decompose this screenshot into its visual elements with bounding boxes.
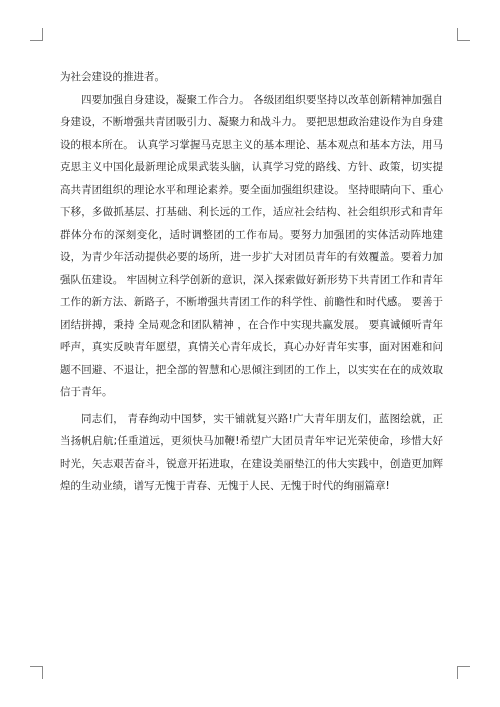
- document-body: [60, 66, 443, 498]
- page-corner-mark-top-left: [30, 28, 43, 41]
- page-corner-mark-bottom-right: [457, 666, 470, 679]
- page-corner-mark-top-right: [457, 28, 470, 41]
- paragraph-continuation: 为社会建设的推进者。: [60, 71, 165, 83]
- paragraph-self-building: 四要加强自身建设，凝聚工作合力。 各级团组织要坚持以改革创新精神加强自身建设，不断增强共青团吸引力、凝聚力和战斗力。 要把思想政治建设作为自身建设的根本所在。 认真学习掌握马克思主义的基本理论、基本观点和基本方法，用马克思主义中国化最新理论成果武装头脑，认真学习党的路线、方针、政策，切实提高共青团组织的理论水平和理论素养。要全面加强组织建设。 坚持眼睛向下、重心下移，多做抓基层、打基础、利长远的工作，适应社会结构、社会组织形式和青年群体分布的深刻变化，适时调整团的工作布局。要努力加强团的实体活动阵地建设，为青少年活动提供必要的场所，进一步扩大对团员青年的有效覆盖。要着力加强队伍建设。 牢固树立科学创新的意识，深入探索做好新形势下共青团工作和青年工作的新方法、新路子，不断增强共青团工作的科学性、前瞻性和时代感。 要善于团结拼搏，秉持 全局观念和团队精神 ，在合作中实现共赢发展。 要真诚倾听青年呼声，真实反映青年愿望，真情关心青年成长，真心办好青年实事，面对困难和问题不回避、不退让，把全部的智慧和心思倾注到团的工作上，以实实在在的成效取信于青年。: [60, 93, 443, 398]
- page-corner-mark-bottom-left: [30, 666, 43, 679]
- paragraph-closing: 同志们， 青春绚动中国梦，实干铺就复兴路!广大青年朋友们，蓝图绘就，正当扬帆启航;任重道远，更须快马加鞭!希望广大团员青年牢记光荣使命，珍惜大好时光，矢志艰苦奋斗，锐意开拓进取，在建设美丽垫江的伟大实践中，创造更加辉煌的生动业绩，谱写无愧于青春、无愧于人民、无愧于时代的绚丽篇章!: [60, 412, 443, 492]
